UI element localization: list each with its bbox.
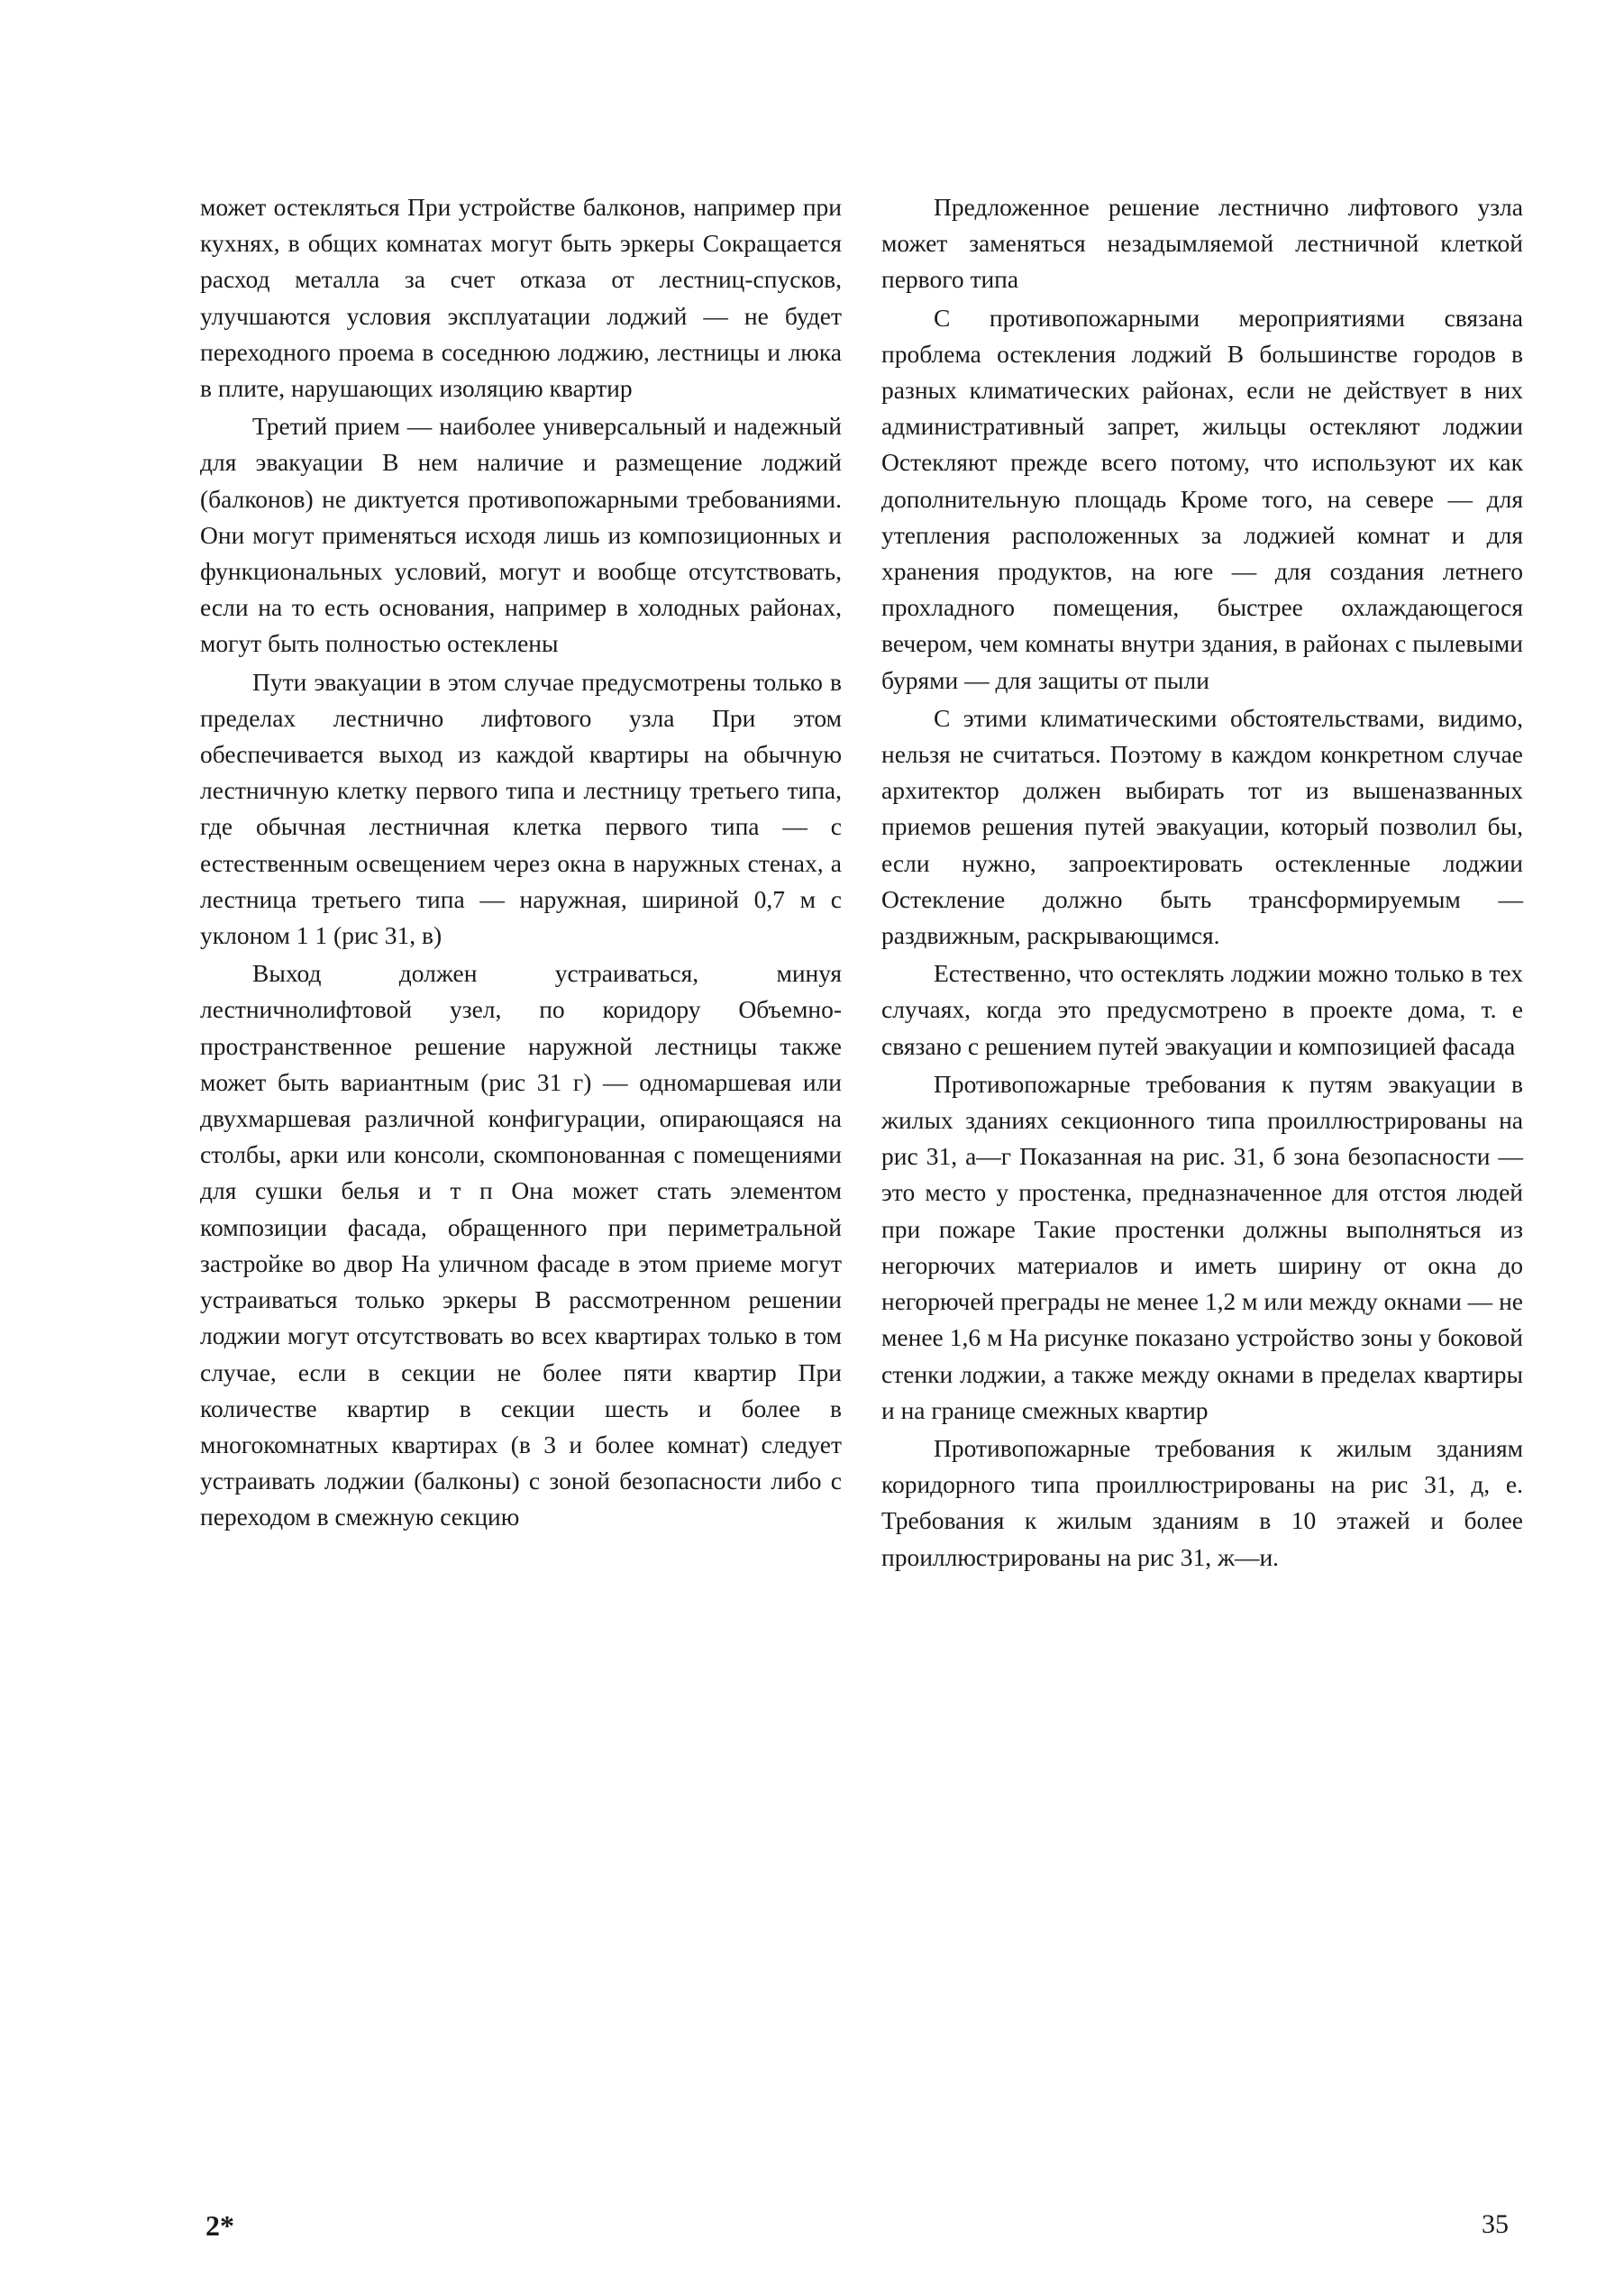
paragraph: Пути эвакуации в этом случае предусмотрены только в пределах лестнично лифтового узла При этом обеспечивается выход из каждой квартиры на обычную лестничную клетку первого типа и лестницу третьего типа, где обычная лестничная клетка первого типа — с естественным освещением через окна в наружных стенах, а лестница третьего типа — наружная, шириной 0,7 м с уклоном 1 1 (рис 31, в) (200, 667, 842, 950)
paragraph: С противопожарными мероприятиями связана проблема остекления лоджий В большинстве городов в разных климатических районах, если не действует в них административный запрет, жильцы остекляют лоджии Остекляют прежде всего потому, что используют их как дополнительную площадь Кроме того, на севере — для утепления расположенных за лоджией комнат и для хранения продуктов, на юге — для создания летнего прохладного помещения, быстрее охлаждающегося вечером, чем комнаты внутри здания, в районах с пылевыми бурями — для защиты от пыли (881, 303, 1523, 694)
paragraph: Предложенное решение лестнично лифтового узла может заменяться незадымляемой лестничной клеткой первого типа (881, 193, 1523, 294)
page-number: 35 (1482, 2209, 1509, 2239)
paragraph: С этими климатическими обстоятельствами, видимо, нельзя не считаться. Поэтому в каждом конкретном случае архитектор должен выбирать тот из вышеназванных приемов решения путей эвакуации, который позволил бы, если нужно, запроектировать остекленные лоджии Остекление должно быть трансформируемым — раздвижным, раскрывающимся. (881, 703, 1523, 950)
left-text-column (200, 189, 842, 1538)
paragraph: Противопожарные требования к путям эвакуации в жилых зданиях секционного типа проиллюстрированы на рис 31, а—г Показанная на рис. 31, б зона безопасности — это место у простенка, предназначенное для отстоя людей при пожаре Такие простенки должны выполняться из негорючих материалов и иметь ширину от окна до негорючей преграды не менее 1,2 м или между окнами — не менее 1,6 м На рисунке показано устройство зоны у боковой стенки лоджии, а также между окнами в пределах квартиры и на границе смежных квартир (881, 1069, 1523, 1424)
paragraph: Противопожарные требования к жилым зданиям коридорного типа проиллюстрированы на рис 31, д, е. Требования к жилым зданиям в 10 этажей и более проиллюстрированы на рис 31, ж—и. (881, 1433, 1523, 1571)
paragraph: может остекляться При устройстве балконов, например при кухнях, в общих комнатах могут быть эркеры Сокращается расход металла за счет отказа от лестниц-спусков, улучшаются условия эксплуатации лоджий — не будет переходного проема в соседнюю лоджию, лестницы и люка в плите, нарушающих изоляцию квартир (200, 193, 842, 403)
signature-mark: 2* (205, 2209, 234, 2242)
paragraph: Естественно, что остеклять лоджии можно только в тех случаях, когда это предусмотрено в проекте дома, т. е связано с решением путей эвакуации и композицией фасада (881, 959, 1523, 1060)
paragraph: Выход должен устраиваться, минуя лестничнолифтовой узел, по коридору Объемно-пространственное решение наружной лестницы также может быть вариантным (рис 31 г) — одномаршевая или двухмаршевая различной конфигурации, опирающаяся на столбы, арки или консоли, скомпонованная с помещениями для сушки белья и т п Она может стать элементом композиции фасада, обращенного при периметральной застройке во двор На уличном фасаде в этом приеме могут устраиваться только эркеры В рассмотренном решении лоджии могут отсутствовать во всех квартирах только в том случае, если в секции не более пяти квартир При количестве квартир в секции шесть и более в многокомнатных квартирах (в 3 и более комнат) следует устраивать лоджии (балконы) с зоной безопасности либо с переходом в смежную секцию (200, 959, 842, 1531)
paragraph: Третий прием — наиболее универсальный и надежный для эвакуации В нем наличие и размещение лоджий (балконов) не диктуется противопожарными требованиями. Они могут применяться исходя лишь из композиционных и функциональных условий, могут и вообще отсутствовать, если на то есть основания, например в холодных районах, могут быть полностью остеклены (200, 412, 842, 658)
right-text-column (881, 189, 1523, 1577)
